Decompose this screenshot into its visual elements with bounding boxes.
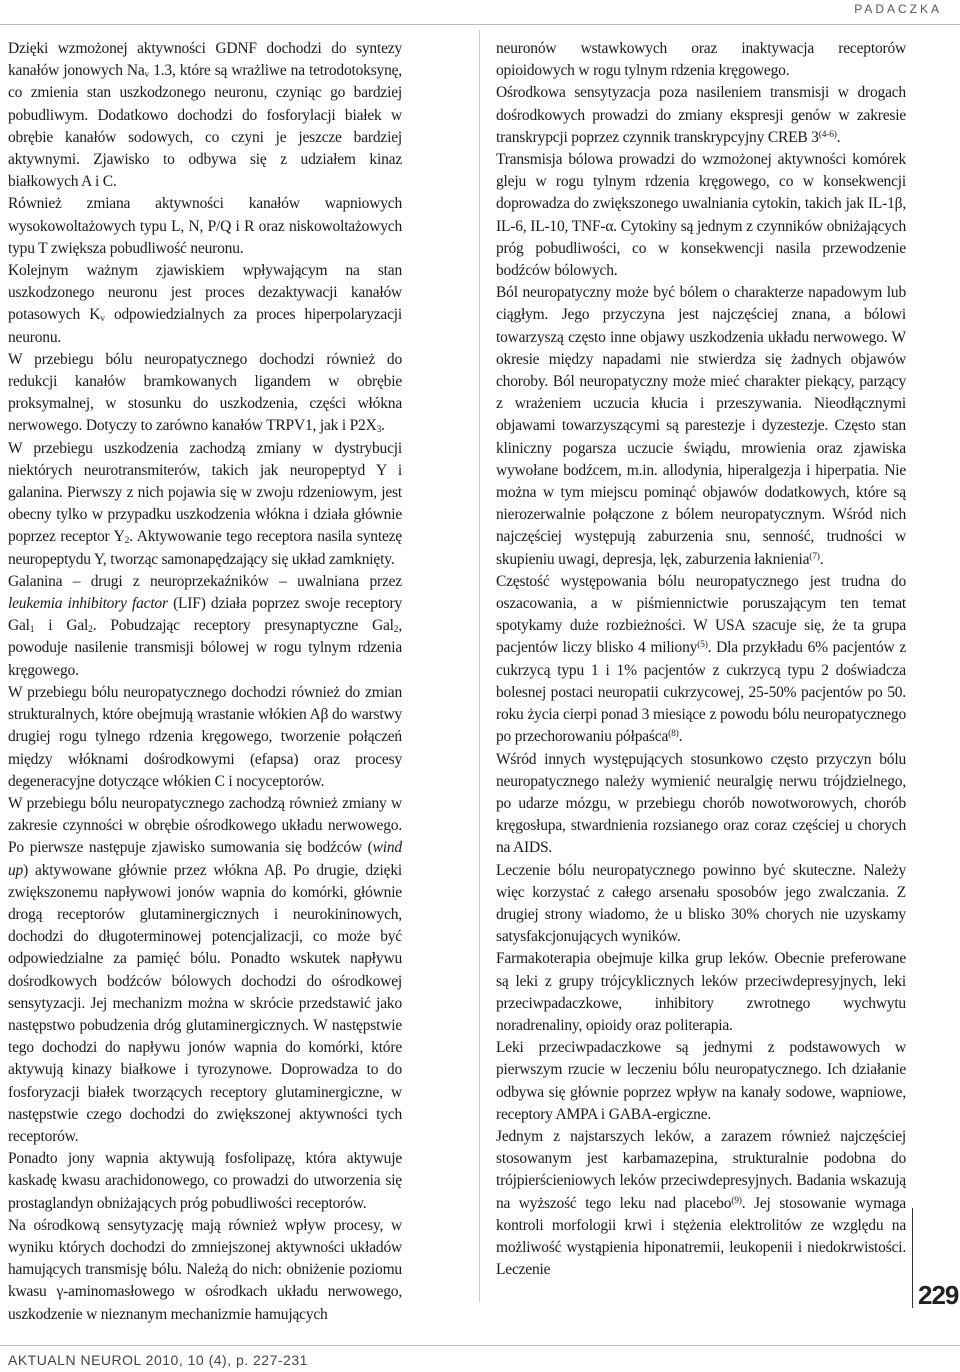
paragraph: Leczenie bólu neuropatycznego powinno być skuteczne. Należy więc korzystać z całego arsenału sposobów jego zwalczania. Z drugiej strony wiadomo, że u blisko 30% chorych nie uzyskamy satysfakcjonujących wyników. [496,861,906,946]
paragraph: W przebiegu uszkodzenia zachodzą zmiany w dystrybucji niektórych neurotransmiterów, takich jak neuropeptyd Y i galanina. Pierwszy z nich pojawia się w zwoju rdzeniowym, jest obecny tylko w przypadku uszkodzenia włókna i działa głównie poprzez receptor $Y_2$. Aktywowanie tego receptora nasila syntezę neuropeptydu Y, tworząc samonapędzający się układ zamknięty. [8,439,402,568]
paragraph: Ból neuropatyczny może być bólem o charakterze napadowym lub ciągłym. Jego przyczyna jest najczęściej znana, a bólowi towarzyszą często inne objawy uszkodzenia układu nerwowego. W okresie między napadami nie stwierdza się żadnych objawów choroby. Ból neuropatyczny może mieć charakter piekący, parzący z wrażeniem uczucia kłucia i przeszywania. Nieodłącznymi objawami towarzyszącymi są parestezje i dyzestezje. Często stan kliniczny pogarsza uczucie świądu, mrowienia oraz zjawiska wywołane bodźcem, m.in. allodynia, hiperalgezja i hiperpatia. Nie można w tym miejscu pominąć objawów dodatkowych, które są nierozerwalnie połączone z bólem neuropatycznym. Wśród nich najczęściej występują zaburzenia snu, senność, trudności w skupieniu uwagi, depresja, lęk, zaburzenia łaknienia$^{(7)}$. [496,284,906,568]
right-column [496,38,906,1281]
paragraph: Ośrodkowa sensytyzacja poza nasileniem transmisji w drogach dośrodkowych prowadzi do zmiany ekspresji genów w zakresie transkrypcji poprzez czynnik transkrypcyjny CREB 3$^{(4-6)}$. [496,84,906,146]
paragraph: Kolejnym ważnym zjawiskiem wpływającym na stan uszkodzonego neuronu jest proces dezaktywacji kanałów potasowych $K_v$ odpowiedzialnych za proces hiperpolaryzacji neuronu. [8,262,402,346]
paragraph: Transmisja bólowa prowadzi do wzmożonej aktywności komórek gleju w rogu tylnym rdzenia kręgowego, co w konsekwencji doprowadza do zwiększonego uwalniania cytokin, takich jak IL-1β, IL-6, IL-10, TNF-α. Cytokiny są jednym z czynników obniżających próg pobudliwości, co w konsekwencji nasila przewodzenie bodźców bólowych. [496,151,906,280]
paragraph: Galanina – drugi z neuroprzekaźników – uwalniana przez leukemia inhibitory factor (LIF) działa poprzez swoje receptory Gal$_1$ i Gal$_2$. Pobudzając receptory presynaptyczne Gal$_2$, powoduje nasilenie transmisji bólowej w rogu tylnym rdzenia kręgowego. [8,572,402,679]
paragraph: Na ośrodkową sensytyzację mają również wpływ procesy, w wyniku których dochodzi do zmniejszonej aktywności układów hamujących transmisję bólu. Należą do nich: obniżenie poziomu kwasu γ-aminomasłowego w ośrodkach układu nerwowego, uszkodzenie w nieznanym mechanizmie hamujących [8,1216,402,1323]
page-number-rule [912,1208,913,1308]
running-head: PADACZKA [854,2,942,16]
paragraph: Leki przeciwpadaczkowe są jednymi z podstawowych w pierwszym rzucie w leczeniu bólu neuropatycznego. Ich działanie odbywa się głównie poprzez wpływ na kanały sodowe, wapniowe, receptory AMPA i GABA-ergiczne. [496,1039,906,1123]
paragraph: Ponadto jony wapnia aktywują fosfolipazę, która aktywuje kaskadę kwasu arachidonowego, co prowadzi do utworzenia się prostaglandyn obniżających próg pobudliwości receptorów. [8,1150,402,1212]
paragraph: Częstość występowania bólu neuropatycznego jest trudna do oszacowania, a w piśmiennictwie poruszającym ten temat spotykamy duże rozbieżności. W USA szacuje się, że ta grupa pacjentów liczy blisko 4 miliony$^{(5)}$. Dla przykładu 6% pacjentów z cukrzycą typu 1 i 1% pacjentów z cukrzycą typu 2 doświadcza bolesnej postaci neuropatii cukrzycowej, 25-50% pacjentów po 50. roku życia cierpi ponad 3 miesiące z powodu bólu neuropatycznego po przechorowaniu półpaśca$^{(8)}$. [496,572,907,746]
page-number: 229 [918,1280,959,1310]
header-rule [0,24,960,25]
paragraph: neuronów wstawkowych oraz inaktywacja receptorów opioidowych w rogu tylnym rdzenia kręgowego. [496,40,906,80]
paragraph: Wśród innych występujących stosunkowo często przyczyn bólu neuropatycznego należy wymienić neuralgię nerwu trójdzielnego, po udarze mózgu, w przebiegu chorób nowotworowych, chorób kręgosłupa, stwardnienia rozsianego oraz coraz częściej u chorych na AIDS. [496,750,906,857]
column-divider [479,30,480,1302]
paragraph: Dzięki wzmożonej aktywności GDNF dochodzi do syntezy kanałów jonowych $Na_v$ 1.3, które są wrażliwe na tetrodotoksynę, co zmienia stan uszkodzonego neuronu, czyniąc go bardziej pobudliwym. Dodatkowo dochodzi do fosforylacji białek w obrębie kanałów sodowych, co czyni je jeszcze bardziej aktywnymi. Zjawisko to odbywa się z udziałem kinaz białkowych A i C. [8,40,402,191]
footer-rule [0,1345,960,1346]
paragraph: Jednym z najstarszych leków, a zarazem również najczęściej stosowanym jest karbamazepina, strukturalnie podobna do trójpierścieniowych leków przeciwdepresyjnych. Badania wskazują na wyższość tego leku nad placebo$^{(9)}$. Jej stosowanie wymaga kontroli morfologii krwi i stężenia elektrolitów ze względu na możliwość wystąpienia hiponatremii, leukopenii i niedokrwistości. Leczenie [496,1127,906,1279]
paragraph: Również zmiana aktywności kanałów wapniowych wysokowoltażowych typu L, N, P/Q i R oraz niskowoltażowych typu T zwiększa pobudliwość neuronu. [8,195,402,257]
paragraph: W przebiegu bólu neuropatycznego dochodzi również do redukcji kanałów bramkowanych ligandem w obrębie proksymalnej, w stosunku do uszkodzenia, części włókna nerwowego. Dotyczy to zarówno kanałów TRPV1, jak i $P2X_3$. [8,350,402,436]
journal-citation: AKTUALN NEUROL 2010, 10 (4), p. 227-231 [8,1352,308,1368]
paragraph: W przebiegu bólu neuropatycznego dochodzi również do zmian strukturalnych, które obejmują wrastanie włókien Aβ do warstwy drugiej rogu tylnego rdzenia kręgowego, tworzenie połączeń między włóknami dośrodkowymi (efapsa) oraz procesy degeneracyjne dotyczące włókien C i nocyceptorów. [8,683,402,790]
paragraph: Farmakoterapia obejmuje kilka grup leków. Obecnie preferowane są leki z grupy trójcyklicznych leków przeciwdepresyjnych, leki przeciwpadaczkowe, inhibitory zwrotnego wychwytu noradrenaliny, opioidy oraz politerapia. [496,950,906,1034]
paragraph: W przebiegu bólu neuropatycznego zachodzą również zmiany w zakresie czynności w obrębie ośrodkowego układu nerwowego. Po pierwsze następuje zjawisko sumowania się bodźców (wind up) aktywowane głównie przez włókna Aβ. Po drugie, dzięki zwiększonemu napływowi jonów wapnia do komórki, głównie drogą receptorów glutaminergicznych i neurokininowych, dochodzi do długoterminowej potencjalizacji, co może być odpowiedzialne za pamięć bólu. Ponadto wskutek napływu dośrodkowych bodźców bólowych dochodzi do ośrodkowej sensytyzacji. Jej mechanizm można w skrócie przedstawić jako następstwo pobudzenia dróg glutaminergicznych. W następstwie tego dochodzi do napływu jonów wapnia do komórki, które aktywują kinazy białkowe i tyrozynowe. Doprowadza to do fosforyzacji białek tworzących receptory glutaminergiczne, w następstwie czego dochodzi do zwiększonej aktywności tych receptorów. [8,794,402,1145]
left-column [8,38,402,1326]
